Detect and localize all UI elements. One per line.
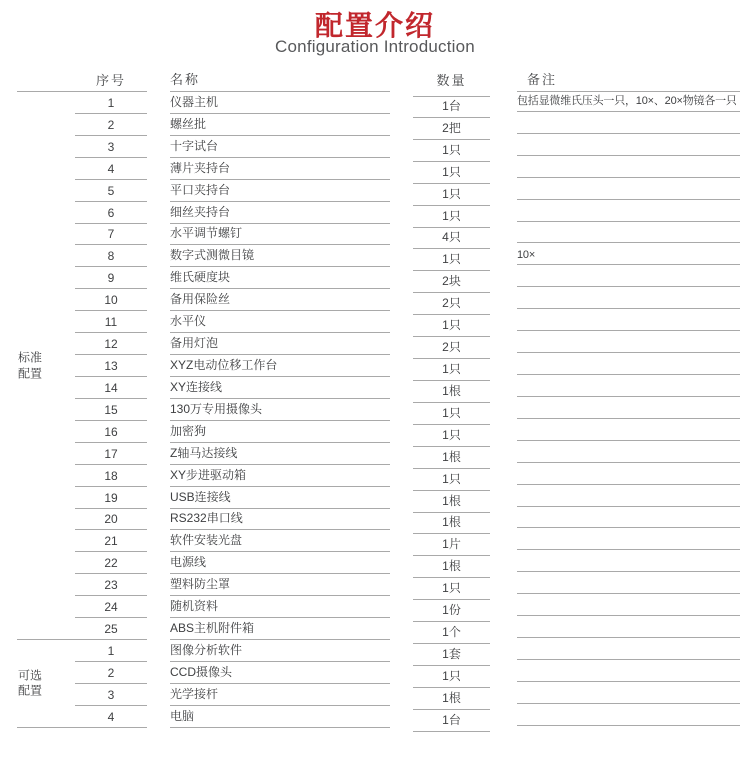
- row-name: 细丝夹持台: [170, 202, 390, 224]
- row-index: 2: [75, 114, 147, 136]
- row-index: 3: [75, 684, 147, 706]
- table-row: [0, 311, 750, 333]
- row-index: 9: [75, 267, 147, 289]
- column-header-index: 序号: [95, 73, 126, 88]
- row-name: RS232串口线: [170, 509, 390, 531]
- row-name: CCD摄像头: [170, 662, 390, 684]
- table-row: [0, 662, 750, 684]
- row-name: 光学接杆: [170, 684, 390, 706]
- row-index: 13: [75, 355, 147, 377]
- row-index: 14: [75, 377, 147, 399]
- table-row: [0, 355, 750, 377]
- row-remark: [517, 419, 740, 441]
- row-qty: 1只: [413, 249, 490, 271]
- table-row: [0, 574, 750, 596]
- row-qty: 2把: [413, 118, 490, 140]
- table-row: [0, 684, 750, 706]
- row-name: 软件安装光盘: [170, 530, 390, 552]
- row-qty: 1只: [413, 425, 490, 447]
- row-index: 5: [75, 180, 147, 202]
- row-index: 1: [75, 92, 147, 114]
- table-row: [0, 465, 750, 487]
- row-remark: [517, 265, 740, 287]
- row-name: 备用保险丝: [170, 289, 390, 311]
- row-index: 17: [75, 443, 147, 465]
- config-section: [0, 92, 750, 640]
- table-row: [0, 114, 750, 136]
- row-qty: 1只: [413, 162, 490, 184]
- row-name: 平口夹持台: [170, 180, 390, 202]
- row-remark: [517, 485, 740, 507]
- row-remark: [517, 397, 740, 419]
- row-qty: 1只: [413, 403, 490, 425]
- page-subtitle: Configuration Introduction: [275, 37, 475, 56]
- row-remark: [517, 550, 740, 572]
- row-qty: 1只: [413, 184, 490, 206]
- row-remark: [517, 156, 740, 178]
- row-qty: 1只: [413, 315, 490, 337]
- row-index: 8: [75, 245, 147, 267]
- row-name: 电源线: [170, 552, 390, 574]
- row-name: 水平调节螺钉: [170, 224, 390, 246]
- row-remark: [517, 682, 740, 704]
- row-index: 4: [75, 706, 147, 728]
- table-row: [0, 530, 750, 552]
- row-name: 仪器主机: [170, 92, 390, 114]
- row-remark: [517, 287, 740, 309]
- row-index: 16: [75, 421, 147, 443]
- row-index: 1: [75, 640, 147, 662]
- row-qty: 1根: [413, 688, 490, 710]
- row-qty: 1个: [413, 622, 490, 644]
- row-remark: [517, 572, 740, 594]
- row-remark: [517, 463, 740, 485]
- table-row: [0, 399, 750, 421]
- row-name: 电脑: [170, 706, 390, 728]
- section-label: 标准配置: [18, 350, 43, 381]
- row-name: 130万专用摄像头: [170, 399, 390, 421]
- row-index: 25: [75, 618, 147, 640]
- row-index: 18: [75, 465, 147, 487]
- table-row: [0, 377, 750, 399]
- row-name: 加密狗: [170, 421, 390, 443]
- row-name: 数字式测微目镜: [170, 245, 390, 267]
- table-row: [0, 158, 750, 180]
- row-index: 22: [75, 552, 147, 574]
- row-name: 水平仪: [170, 311, 390, 333]
- row-name: XYZ电动位移工作台: [170, 355, 390, 377]
- row-index: 15: [75, 399, 147, 421]
- row-remark: [517, 528, 740, 550]
- table-row: [0, 421, 750, 443]
- row-qty: 1根: [413, 491, 490, 513]
- row-index: 2: [75, 662, 147, 684]
- row-qty: 1根: [413, 447, 490, 469]
- column-header-qty: 数量: [413, 73, 490, 92]
- row-index: 11: [75, 311, 147, 333]
- row-index: 23: [75, 574, 147, 596]
- row-index: 20: [75, 509, 147, 531]
- row-qty: 1台: [413, 710, 490, 732]
- row-remark: 包括显微维氏压头一只，10×、20×物镜各一只: [517, 90, 740, 112]
- row-name: 薄片夹持台: [170, 158, 390, 180]
- row-qty: 1只: [413, 140, 490, 162]
- table-row: [0, 640, 750, 662]
- row-index: 12: [75, 333, 147, 355]
- table-row: [0, 224, 750, 246]
- row-index: 24: [75, 596, 147, 618]
- row-remark: [517, 638, 740, 660]
- row-remark: [517, 704, 740, 726]
- column-header-remark: 备注: [517, 73, 740, 92]
- row-index: 7: [75, 224, 147, 246]
- row-remark: [517, 507, 740, 529]
- row-qty: 2只: [413, 293, 490, 315]
- table-row: [0, 180, 750, 202]
- column-header-name: 名称: [170, 73, 390, 92]
- row-index: 10: [75, 289, 147, 311]
- configuration-table: [0, 73, 750, 728]
- row-qty: 1片: [413, 534, 490, 556]
- row-remark: [517, 375, 740, 397]
- row-remark: [517, 178, 740, 200]
- row-name: ABS主机附件箱: [170, 618, 390, 640]
- table-row: [0, 596, 750, 618]
- table-row: [0, 487, 750, 509]
- row-index: 3: [75, 136, 147, 158]
- row-qty: 4只: [413, 228, 490, 250]
- row-index: 19: [75, 487, 147, 509]
- page-title: 配置介绍: [314, 10, 435, 41]
- row-remark: 10×: [517, 243, 740, 265]
- row-qty: 2只: [413, 337, 490, 359]
- row-qty: 1只: [413, 578, 490, 600]
- table-row: [0, 333, 750, 355]
- table-row: [0, 92, 750, 114]
- row-remark: [517, 616, 740, 638]
- row-name: 备用灯泡: [170, 333, 390, 355]
- row-remark: [517, 331, 740, 353]
- row-remark: [517, 353, 740, 375]
- row-qty: 1台: [413, 96, 490, 118]
- row-name: XY连接线: [170, 377, 390, 399]
- row-qty: 1根: [413, 513, 490, 535]
- row-name: Z轴马达接线: [170, 443, 390, 465]
- row-index: 6: [75, 202, 147, 224]
- table-row: [0, 618, 750, 640]
- row-remark: [517, 222, 740, 244]
- table-row: [0, 136, 750, 158]
- table-row: [0, 245, 750, 267]
- row-qty: 1只: [413, 206, 490, 228]
- row-name: 塑料防尘罩: [170, 574, 390, 596]
- table-row: [0, 706, 750, 728]
- row-qty: 1套: [413, 644, 490, 666]
- row-remark: [517, 594, 740, 616]
- row-remark: [517, 441, 740, 463]
- row-qty: 1根: [413, 381, 490, 403]
- row-qty: 1份: [413, 600, 490, 622]
- row-qty: 1只: [413, 469, 490, 491]
- row-name: 随机资料: [170, 596, 390, 618]
- row-remark: [517, 134, 740, 156]
- row-name: USB连接线: [170, 487, 390, 509]
- row-qty: 1只: [413, 666, 490, 688]
- table-row: [0, 202, 750, 224]
- row-name: XY步进驱动箱: [170, 465, 390, 487]
- row-remark: [517, 112, 740, 134]
- row-index: 21: [75, 530, 147, 552]
- row-index: 4: [75, 158, 147, 180]
- row-name: 图像分析软件: [170, 640, 390, 662]
- row-name: 十字试台: [170, 136, 390, 158]
- row-name: 螺丝批: [170, 114, 390, 136]
- table-body: [0, 92, 750, 728]
- config-section: [0, 640, 750, 728]
- table-row: [0, 552, 750, 574]
- row-remark: [517, 200, 740, 222]
- table-row: [0, 509, 750, 531]
- row-qty: 1根: [413, 556, 490, 578]
- row-qty: 2块: [413, 271, 490, 293]
- row-remark: [517, 660, 740, 682]
- table-row: [0, 267, 750, 289]
- section-label: 可选配置: [18, 668, 43, 698]
- table-row: [0, 443, 750, 465]
- row-qty: 1只: [413, 359, 490, 381]
- table-row: [0, 289, 750, 311]
- row-remark: [517, 309, 740, 331]
- row-name: 维氏硬度块: [170, 267, 390, 289]
